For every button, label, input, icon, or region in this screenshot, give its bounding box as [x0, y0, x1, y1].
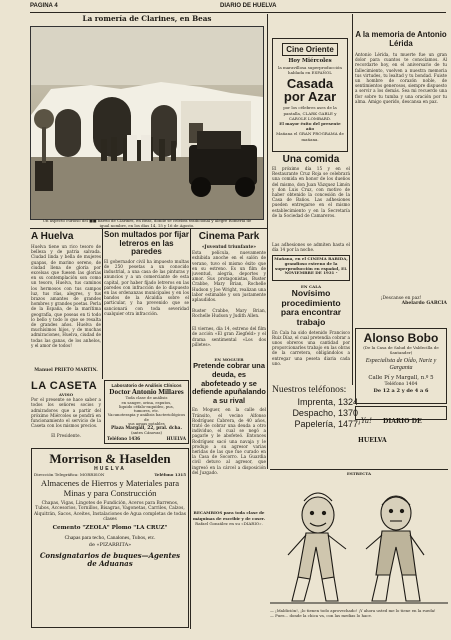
- cine-oriente-line4: Mañana el GRAN PROGRAMA de mañana.: [276, 131, 344, 142]
- diario-promo: [355, 406, 447, 444]
- laboratorio-address2: (antes Cánovas): [131, 430, 162, 436]
- paper-name: DIARIO DE HUELVA: [220, 3, 277, 9]
- cinema-park-note: El viernes, día 14, estreno del film de acción «El gran Ziegfeld» y el drama sentimental «Los dos pilletes».: [192, 326, 266, 347]
- cine-oriente-line2: por los célebres ases de la pantalla, CLARK GABLE y CAROLE LOMBARD.: [283, 105, 337, 121]
- alonso-bobo-title: Alonso Bobo: [363, 331, 439, 345]
- lab-line-1: Toda clase de análisis: [125, 395, 168, 401]
- morrison-extra: Chapas para techo, Canalones, Tubos, etc.: [64, 534, 156, 541]
- moguer-title: Pretende cobrar una deuda, es abofeteado y se defiende apuñalando a su rival: [192, 361, 266, 405]
- alonso-bobo-specialty: Especialista de Oído, Nariz y Garganta: [365, 358, 437, 372]
- una-comida-article: [272, 154, 350, 254]
- novisimo-title: Novísimo procedimiento para encontrar trabajo: [280, 288, 342, 327]
- laboratorio-contact: [107, 436, 186, 441]
- romeria-photo: [30, 26, 264, 220]
- cinema-park-body: Esta película, nuevamente exhibida anoche en el salón de verano, tuvo el mismo éxito que en su estreno. Es un film de juventud, alegría, deportes y amor. Sus protagonistas, Buster Crabbe, Mary Brian, Rochelle Hudson y Joe Wright, realizan una labor estimable y son justamente aplaudidos.: [192, 250, 266, 303]
- cartoon-panel: [270, 471, 448, 629]
- telefono-despacho: Despacho, 1370: [292, 408, 358, 418]
- cala-section: EN CALA: [300, 284, 322, 289]
- lerida-close: ¡Descanse en paz!: [380, 296, 422, 301]
- a-huelva-signature: Manuel PRIETO MARTIN.: [34, 368, 98, 373]
- son-multados-body: El gobernador civil ha impuesto multas de 250 pesetas a un conocido industrial, a una casa de las pinturas y anuncios y a un comerciante de esta capital, por haber fijado letreros en las paredes con infracción de lo dispuesto en las ordenanzas municipales y en los bandos de la Alcaldía sobre el particular, y ha prevenido que se sancionará con toda severidad cualquier otra infracción.: [104, 258, 189, 316]
- telefonos-title: Nuestros teléfonos:: [272, 384, 347, 395]
- laboratorio-doctor: Doctor Antonio Millares: [109, 388, 184, 397]
- laboratorio-phone: Teléfono 1436: [107, 435, 141, 441]
- lerida-body: Antonio Lérida, tu muerte fue un gran dolor para cuantos te conocíamos. Al recordarte hoy, en el aniversario de tu fallecimiento, vuelven a nuestra memoria tus virtudes, tu lealtad y tu bondad. Fuiste un hombre de corazón noble, de sentimientos generosos, siempre dispuesto a servir a los demás. Sea mi recuerdo una flor sobre tu tumba y una oración por tu alma. Amigo querido, descansa en paz.: [355, 52, 447, 104]
- alonso-bobo-ad: [355, 328, 447, 404]
- cartoon-section: ESTRECTA: [346, 471, 372, 476]
- alonso-bobo-subtitle: (De la Casa de Salud de Valdecilla de Santander): [363, 345, 439, 356]
- recambios-title: RECAMBIOS para toda clase de máquinas de escribir y de coser.: [192, 510, 266, 521]
- una-comida-body: El próximo día 15 y en el Restaurante Cruz Roja se celebrará una comida en honor de los dueños del mismo, don Juan Vázquez Limón y don Luis Cruz, con motivo de haber obtenido la concesión de la Casa de Baños. Las adhesiones pueden entregarse en el mismo establecimiento y en la Secretaría de la Sociedad de Camareros.: [272, 166, 350, 218]
- lab-line-6: sus aguas potables: [128, 420, 165, 426]
- morrison-name: Morrison & Haselden: [49, 451, 171, 466]
- laboratorio-ad: [104, 380, 189, 444]
- cinema-park-column: [192, 231, 266, 628]
- laboratorio-address: Plaza Margall, 22, pral. dcha.: [111, 426, 182, 432]
- alonso-bobo-phone: Teléfono 1404: [384, 382, 418, 388]
- lead-title: La romería de Clarines, en Beas: [82, 14, 212, 23]
- laboratorio-title: Laboratorio de Análisis Clínicos: [111, 383, 182, 388]
- promo-tag: ¡Ya!: [358, 417, 372, 425]
- cine-oriente-line3: El mayor éxito del presente año: [279, 121, 341, 132]
- cine-oriente-day: Hoy Miércoles: [288, 58, 332, 64]
- lab-line-5: Vacunoterapia y análisis bacteriológicos de: [107, 412, 186, 422]
- lerida-signature: Abelardo GARCIA: [401, 301, 447, 307]
- caseta-title: LA CASETA: [31, 380, 98, 392]
- cartoon-caption-2: — Pues... donde la chica va, con las medias lo hace.: [270, 612, 373, 618]
- morrison-items: Chapas, Vigas, Lingotes de Fundición, Aceros para Barrenos, Tubos, Accesorios, Tornillos, Bisagras, Vagonetas, Carriles, Calzos, Alquitrán, Sacos, Aceites, Instalaciones de Agua completas de todas clases: [34, 501, 186, 523]
- a-huelva-body: Huelva tiene un rico tesoro de belleza y de patria salvada. Ciudad linda y bella de mujeres guapas, de marino sereno, de ciudad llena de gloria por excelsas que fuesen las glorias en su contemplación son como un tesoro, Huelva, tus caminos los hermosos con tus campos luz, tus rías, alegres, y tus brazos amantes de grandes hombres y grandes poetas. Perla de la España, de la marítima geografía, que poseas en ti todo lo bello y todo lo que se resalta de grandes años. Huelva de muchísimos hijos, y de muchas admiraciones, Huelva, ciudad de todas las ganas, de los anhelos, y el amor de todos!: [31, 244, 101, 348]
- la-caseta-notice: [31, 380, 101, 444]
- morrison-extra2: de «PIZARRITA»: [88, 541, 132, 548]
- telefonos-list: [280, 397, 358, 430]
- morrison-footer: Consignatarios de buques—Agentes de Aduanas: [39, 550, 181, 568]
- novisimo-article: [272, 284, 350, 384]
- lab-line-3: liquido céfalo-raquídeo, pus,: [119, 403, 174, 409]
- morrison-cement: Cemento "ZEOLA" Plomo "LA CRUZ": [52, 524, 168, 531]
- page-number: PAGINA 4: [30, 3, 58, 9]
- alonso-bobo-address: Calle Pí y Margall, n.º 5: [368, 375, 434, 382]
- lead-caption: Un aspecto curioso del ■■ barrio de Clarines, en Beas, donde se celebra tradicional y alegre Romería de igual nombre, en los días 14, 15 y 16 de Agosto.: [42, 218, 252, 228]
- cine-oriente-film: Casada por Azar: [283, 76, 337, 105]
- cine-oriente-frame: [282, 43, 338, 56]
- caseta-signature: El Presidente.: [51, 433, 81, 439]
- promo-paper: DIARIO DE HUELVA: [358, 418, 422, 444]
- una-comida-body2: Las adhesiones se admiten hasta el día 14 por la noche.: [272, 242, 350, 252]
- lead-story: [30, 14, 264, 228]
- noviembre-announcement: [272, 255, 350, 281]
- novisimo-body: En Cala ha sido detenido Francisco Ruiz Díaz, el cual pretendía cobrar a unos obreros una cantidad por proporcionarles trabajo en las obras de la carretera, obligándolos a entregar una peseta diaria cada uno.: [272, 329, 350, 366]
- morrison-phone: Teléfono 1315: [154, 472, 186, 477]
- cinema-park-cast: Buster Crabbe, Mary Brian, Rochelle Hudson y Judith Allen.: [192, 308, 266, 319]
- son-multados-title: Son multados por fijar letreros en las paredes: [104, 230, 189, 257]
- cinema-park-subtitle: «Juventud triunfante»: [201, 245, 257, 250]
- a-huelva-title: A Huelva: [31, 231, 74, 242]
- cine-oriente-title: Cine Oriente: [286, 45, 334, 54]
- alonso-bobo-hours: De 12 a 2 y de 4 a 6: [373, 388, 429, 395]
- noviembre-text: Mañana, en el CINEMA RABIDA, grandioso estreno de la superproducción en español, EL NOVIEMBRE DE 1931 -: [274, 256, 348, 276]
- morrison-telegraph: Dirección Telegráfica: MORRISON: [34, 472, 105, 477]
- cartoon-caption-1: — ¡Maldición!, ¡lo tienen todo aprovechado! ¡Y ahora usted me lo tiene en la rueda!: [270, 608, 436, 613]
- lab-line-4: tumores, etc.: [133, 408, 160, 414]
- lab-line-2: en sangre, orina, esputos,: [121, 399, 172, 405]
- cartoon-drawing: [270, 477, 448, 607]
- caseta-body: Por el presente se hace saber a todos los señores socios y admiradores que a partir del próximo Miércoles se pondrá en funcionamiento el servicio de la Caseta con los mismos precios.: [31, 397, 101, 429]
- telefono-imprenta: Imprenta, 1324: [297, 397, 358, 407]
- moguer-section: EN MOGUER: [214, 357, 244, 363]
- caseta-subtitle: AVISO: [58, 392, 74, 397]
- laboratorio-city: HUELVA: [166, 435, 186, 441]
- morrison-city: HUELVA: [94, 466, 126, 472]
- lerida-title: A la memoria de Antonio Lérida: [355, 30, 447, 48]
- una-comida-title: Una comida: [282, 154, 340, 165]
- recambios-footer: Rafael González en su «DIARIO».: [195, 520, 263, 526]
- moguer-body: En Moguer, en la calle del Tránsito, el vecino Alfonso Rodríguez Cabrera, de 40 años, trató de cobrar una deuda a otro individuo, el cual se negó a pagarle y le abofeteó. Entonces Rodríguez sacó una navaja y le produjo a su agresor varias heridas de las que fue curado en la Casa de Socorro. La Guardia civil detuvo al agresor, que ingresó en la cárcel a disposición del Juzgado.: [192, 407, 266, 475]
- cinema-park-title: Cinema Park: [198, 231, 260, 242]
- telefono-papeleria: Papelería, 1477: [294, 419, 358, 429]
- laboratorio-lines: [107, 396, 186, 426]
- page-header: [30, 2, 446, 11]
- cartoon-caption: [270, 609, 448, 618]
- lerida-memorial: [355, 30, 447, 325]
- morrison-headline: Almacenes de Hierros y Materiales para Minas y para Construcción: [40, 478, 180, 498]
- morrison-ad: [31, 448, 189, 628]
- a-huelva-article: [31, 231, 101, 376]
- cine-oriente-ad: [272, 38, 348, 152]
- romeria-photo-drawing: [31, 27, 263, 219]
- cine-oriente-line1: la maravillosa superproducción hablada en ESPAÑOL: [278, 65, 342, 76]
- son-multados-article: [104, 231, 189, 379]
